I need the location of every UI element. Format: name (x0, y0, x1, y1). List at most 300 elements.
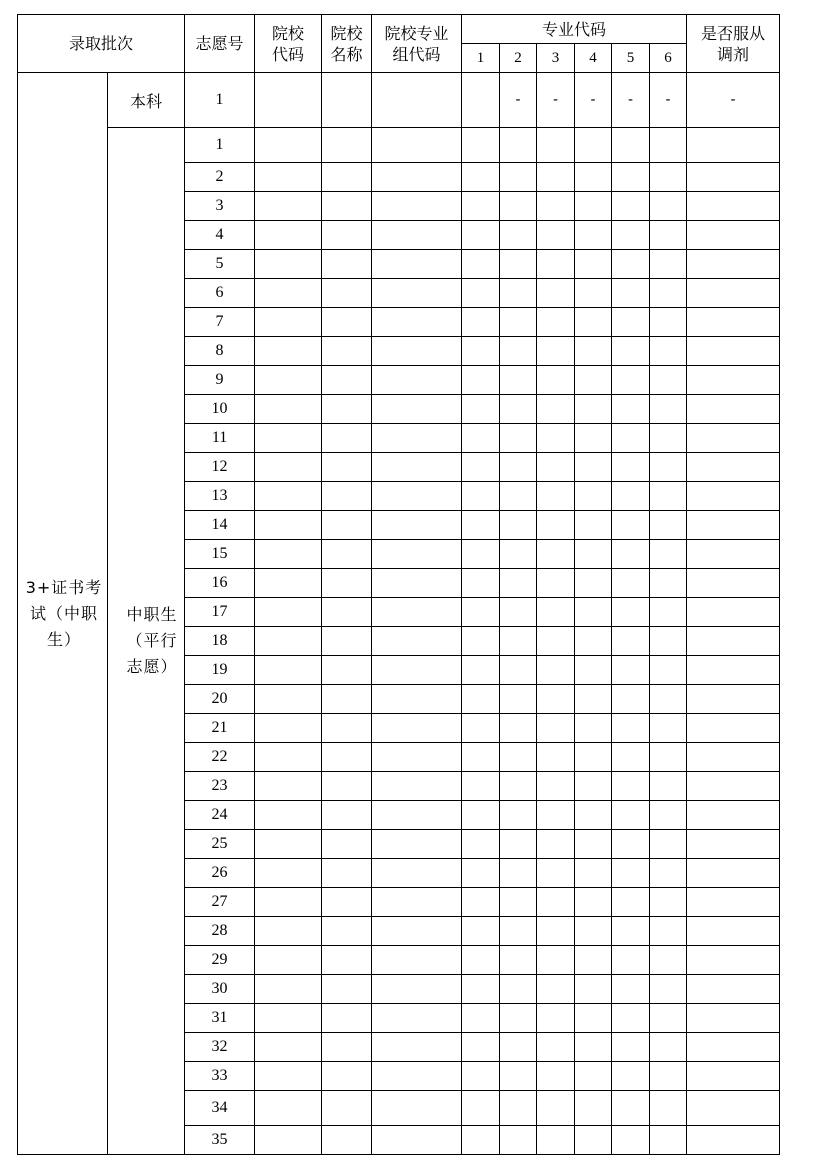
vocational-major-4-cell[interactable] (575, 279, 612, 308)
vocational-adjust-cell[interactable] (687, 743, 780, 772)
vocational-major-4-cell[interactable] (575, 424, 612, 453)
vocational-major-3-cell[interactable] (537, 424, 575, 453)
vocational-major-5-cell[interactable] (612, 192, 650, 221)
vocational-major-3-cell[interactable] (537, 1062, 575, 1091)
vocational-major-6-cell[interactable] (650, 656, 687, 685)
vocational-major-6-cell[interactable] (650, 801, 687, 830)
vocational-school-code-cell[interactable] (255, 714, 322, 743)
vocational-major-5-cell[interactable] (612, 772, 650, 801)
vocational-adjust-cell[interactable] (687, 221, 780, 250)
vocational-school-name-cell[interactable] (322, 888, 372, 917)
vocational-adjust-cell[interactable] (687, 395, 780, 424)
vocational-adjust-cell[interactable] (687, 1126, 780, 1155)
vocational-major-1-cell[interactable] (462, 482, 500, 511)
vocational-major-6-cell[interactable] (650, 1062, 687, 1091)
vocational-major-1-cell[interactable] (462, 888, 500, 917)
vocational-adjust-cell[interactable] (687, 598, 780, 627)
vocational-group-code-cell[interactable] (372, 279, 462, 308)
vocational-major-2-cell[interactable] (500, 569, 537, 598)
vocational-school-name-cell[interactable] (322, 163, 372, 192)
vocational-group-code-cell[interactable] (372, 714, 462, 743)
vocational-school-code-cell[interactable] (255, 888, 322, 917)
vocational-school-name-cell[interactable] (322, 1004, 372, 1033)
vocational-school-code-cell[interactable] (255, 598, 322, 627)
undergrad-group-code-cell[interactable] (372, 73, 462, 128)
vocational-group-code-cell[interactable] (372, 569, 462, 598)
vocational-adjust-cell[interactable] (687, 1033, 780, 1062)
vocational-major-6-cell[interactable] (650, 192, 687, 221)
vocational-group-code-cell[interactable] (372, 250, 462, 279)
vocational-school-code-cell[interactable] (255, 975, 322, 1004)
vocational-major-6-cell[interactable] (650, 453, 687, 482)
vocational-major-3-cell[interactable] (537, 337, 575, 366)
vocational-school-code-cell[interactable] (255, 279, 322, 308)
vocational-school-name-cell[interactable] (322, 308, 372, 337)
vocational-major-1-cell[interactable] (462, 598, 500, 627)
vocational-major-1-cell[interactable] (462, 540, 500, 569)
vocational-major-6-cell[interactable] (650, 128, 687, 163)
vocational-group-code-cell[interactable] (372, 685, 462, 714)
vocational-major-3-cell[interactable] (537, 1004, 575, 1033)
vocational-major-1-cell[interactable] (462, 830, 500, 859)
vocational-major-5-cell[interactable] (612, 1033, 650, 1062)
vocational-major-6-cell[interactable] (650, 337, 687, 366)
vocational-group-code-cell[interactable] (372, 163, 462, 192)
vocational-group-code-cell[interactable] (372, 917, 462, 946)
vocational-major-5-cell[interactable] (612, 743, 650, 772)
vocational-group-code-cell[interactable] (372, 337, 462, 366)
vocational-major-5-cell[interactable] (612, 1091, 650, 1126)
vocational-major-2-cell[interactable] (500, 337, 537, 366)
vocational-major-2-cell[interactable] (500, 1062, 537, 1091)
vocational-major-6-cell[interactable] (650, 221, 687, 250)
vocational-adjust-cell[interactable] (687, 1062, 780, 1091)
vocational-adjust-cell[interactable] (687, 511, 780, 540)
vocational-major-2-cell[interactable] (500, 250, 537, 279)
vocational-school-name-cell[interactable] (322, 685, 372, 714)
vocational-major-4-cell[interactable] (575, 801, 612, 830)
vocational-major-4-cell[interactable] (575, 250, 612, 279)
vocational-major-5-cell[interactable] (612, 801, 650, 830)
vocational-major-5-cell[interactable] (612, 975, 650, 1004)
vocational-major-6-cell[interactable] (650, 917, 687, 946)
vocational-school-code-cell[interactable] (255, 801, 322, 830)
vocational-major-1-cell[interactable] (462, 975, 500, 1004)
vocational-group-code-cell[interactable] (372, 1062, 462, 1091)
vocational-major-2-cell[interactable] (500, 656, 537, 685)
vocational-school-code-cell[interactable] (255, 482, 322, 511)
vocational-school-code-cell[interactable] (255, 366, 322, 395)
vocational-major-4-cell[interactable] (575, 453, 612, 482)
vocational-major-4-cell[interactable] (575, 685, 612, 714)
vocational-adjust-cell[interactable] (687, 946, 780, 975)
vocational-major-4-cell[interactable] (575, 627, 612, 656)
vocational-school-code-cell[interactable] (255, 1091, 322, 1126)
vocational-major-6-cell[interactable] (650, 859, 687, 888)
vocational-major-2-cell[interactable] (500, 1033, 537, 1062)
vocational-major-4-cell[interactable] (575, 308, 612, 337)
vocational-major-5-cell[interactable] (612, 830, 650, 859)
vocational-group-code-cell[interactable] (372, 128, 462, 163)
vocational-major-4-cell[interactable] (575, 714, 612, 743)
vocational-school-name-cell[interactable] (322, 128, 372, 163)
vocational-school-name-cell[interactable] (322, 192, 372, 221)
vocational-major-5-cell[interactable] (612, 1004, 650, 1033)
vocational-school-code-cell[interactable] (255, 337, 322, 366)
vocational-adjust-cell[interactable] (687, 192, 780, 221)
vocational-group-code-cell[interactable] (372, 540, 462, 569)
vocational-major-6-cell[interactable] (650, 743, 687, 772)
vocational-adjust-cell[interactable] (687, 424, 780, 453)
vocational-major-5-cell[interactable] (612, 424, 650, 453)
vocational-major-3-cell[interactable] (537, 1033, 575, 1062)
vocational-major-2-cell[interactable] (500, 424, 537, 453)
vocational-major-4-cell[interactable] (575, 656, 612, 685)
vocational-adjust-cell[interactable] (687, 917, 780, 946)
vocational-major-4-cell[interactable] (575, 221, 612, 250)
vocational-major-5-cell[interactable] (612, 250, 650, 279)
vocational-adjust-cell[interactable] (687, 482, 780, 511)
vocational-major-5-cell[interactable] (612, 685, 650, 714)
vocational-major-1-cell[interactable] (462, 743, 500, 772)
vocational-school-code-cell[interactable] (255, 221, 322, 250)
vocational-major-4-cell[interactable] (575, 163, 612, 192)
vocational-major-3-cell[interactable] (537, 453, 575, 482)
vocational-major-1-cell[interactable] (462, 279, 500, 308)
vocational-group-code-cell[interactable] (372, 801, 462, 830)
vocational-school-name-cell[interactable] (322, 598, 372, 627)
vocational-school-code-cell[interactable] (255, 250, 322, 279)
vocational-major-5-cell[interactable] (612, 453, 650, 482)
vocational-school-name-cell[interactable] (322, 482, 372, 511)
vocational-adjust-cell[interactable] (687, 453, 780, 482)
vocational-major-6-cell[interactable] (650, 1004, 687, 1033)
vocational-major-5-cell[interactable] (612, 163, 650, 192)
vocational-group-code-cell[interactable] (372, 888, 462, 917)
vocational-group-code-cell[interactable] (372, 1004, 462, 1033)
vocational-school-name-cell[interactable] (322, 424, 372, 453)
vocational-school-name-cell[interactable] (322, 221, 372, 250)
vocational-major-1-cell[interactable] (462, 946, 500, 975)
vocational-major-2-cell[interactable] (500, 128, 537, 163)
vocational-group-code-cell[interactable] (372, 482, 462, 511)
vocational-school-name-cell[interactable] (322, 569, 372, 598)
vocational-school-name-cell[interactable] (322, 801, 372, 830)
vocational-school-name-cell[interactable] (322, 279, 372, 308)
vocational-major-1-cell[interactable] (462, 221, 500, 250)
vocational-major-4-cell[interactable] (575, 598, 612, 627)
vocational-major-2-cell[interactable] (500, 482, 537, 511)
vocational-adjust-cell[interactable] (687, 569, 780, 598)
vocational-major-2-cell[interactable] (500, 772, 537, 801)
vocational-school-code-cell[interactable] (255, 946, 322, 975)
vocational-group-code-cell[interactable] (372, 859, 462, 888)
vocational-adjust-cell[interactable] (687, 656, 780, 685)
vocational-major-5-cell[interactable] (612, 128, 650, 163)
vocational-school-name-cell[interactable] (322, 366, 372, 395)
vocational-major-2-cell[interactable] (500, 163, 537, 192)
vocational-major-3-cell[interactable] (537, 656, 575, 685)
vocational-major-3-cell[interactable] (537, 743, 575, 772)
vocational-major-2-cell[interactable] (500, 743, 537, 772)
vocational-major-6-cell[interactable] (650, 772, 687, 801)
vocational-school-name-cell[interactable] (322, 1091, 372, 1126)
vocational-major-5-cell[interactable] (612, 714, 650, 743)
vocational-major-6-cell[interactable] (650, 279, 687, 308)
vocational-school-name-cell[interactable] (322, 917, 372, 946)
vocational-major-2-cell[interactable] (500, 946, 537, 975)
vocational-major-6-cell[interactable] (650, 424, 687, 453)
vocational-major-2-cell[interactable] (500, 627, 537, 656)
vocational-major-1-cell[interactable] (462, 308, 500, 337)
vocational-major-2-cell[interactable] (500, 395, 537, 424)
vocational-school-name-cell[interactable] (322, 772, 372, 801)
vocational-major-3-cell[interactable] (537, 685, 575, 714)
vocational-group-code-cell[interactable] (372, 598, 462, 627)
vocational-major-3-cell[interactable] (537, 163, 575, 192)
vocational-major-5-cell[interactable] (612, 946, 650, 975)
vocational-major-6-cell[interactable] (650, 888, 687, 917)
vocational-group-code-cell[interactable] (372, 1126, 462, 1155)
vocational-school-code-cell[interactable] (255, 424, 322, 453)
vocational-major-1-cell[interactable] (462, 685, 500, 714)
vocational-major-4-cell[interactable] (575, 859, 612, 888)
vocational-major-2-cell[interactable] (500, 975, 537, 1004)
vocational-major-6-cell[interactable] (650, 540, 687, 569)
vocational-school-name-cell[interactable] (322, 337, 372, 366)
vocational-major-5-cell[interactable] (612, 540, 650, 569)
vocational-school-code-cell[interactable] (255, 1033, 322, 1062)
vocational-major-5-cell[interactable] (612, 569, 650, 598)
vocational-major-1-cell[interactable] (462, 163, 500, 192)
vocational-major-6-cell[interactable] (650, 395, 687, 424)
vocational-group-code-cell[interactable] (372, 424, 462, 453)
vocational-major-4-cell[interactable] (575, 975, 612, 1004)
vocational-major-6-cell[interactable] (650, 685, 687, 714)
vocational-adjust-cell[interactable] (687, 128, 780, 163)
vocational-major-4-cell[interactable] (575, 540, 612, 569)
vocational-school-name-cell[interactable] (322, 1126, 372, 1155)
vocational-major-4-cell[interactable] (575, 511, 612, 540)
vocational-group-code-cell[interactable] (372, 395, 462, 424)
vocational-major-3-cell[interactable] (537, 830, 575, 859)
vocational-major-4-cell[interactable] (575, 1126, 612, 1155)
vocational-major-4-cell[interactable] (575, 1091, 612, 1126)
vocational-adjust-cell[interactable] (687, 975, 780, 1004)
vocational-major-2-cell[interactable] (500, 830, 537, 859)
vocational-major-3-cell[interactable] (537, 946, 575, 975)
vocational-major-3-cell[interactable] (537, 250, 575, 279)
vocational-major-6-cell[interactable] (650, 482, 687, 511)
vocational-major-1-cell[interactable] (462, 1004, 500, 1033)
vocational-major-1-cell[interactable] (462, 1062, 500, 1091)
vocational-group-code-cell[interactable] (372, 830, 462, 859)
vocational-major-1-cell[interactable] (462, 917, 500, 946)
vocational-major-6-cell[interactable] (650, 569, 687, 598)
vocational-adjust-cell[interactable] (687, 1004, 780, 1033)
vocational-school-name-cell[interactable] (322, 859, 372, 888)
vocational-major-4-cell[interactable] (575, 337, 612, 366)
vocational-major-3-cell[interactable] (537, 1091, 575, 1126)
vocational-major-3-cell[interactable] (537, 627, 575, 656)
vocational-major-2-cell[interactable] (500, 540, 537, 569)
vocational-group-code-cell[interactable] (372, 221, 462, 250)
vocational-major-1-cell[interactable] (462, 366, 500, 395)
vocational-major-3-cell[interactable] (537, 540, 575, 569)
vocational-major-5-cell[interactable] (612, 279, 650, 308)
vocational-major-4-cell[interactable] (575, 128, 612, 163)
vocational-school-code-cell[interactable] (255, 830, 322, 859)
vocational-major-5-cell[interactable] (612, 511, 650, 540)
vocational-school-code-cell[interactable] (255, 192, 322, 221)
vocational-major-5-cell[interactable] (612, 917, 650, 946)
vocational-major-4-cell[interactable] (575, 366, 612, 395)
vocational-major-4-cell[interactable] (575, 1033, 612, 1062)
vocational-major-2-cell[interactable] (500, 221, 537, 250)
vocational-school-code-cell[interactable] (255, 917, 322, 946)
vocational-school-code-cell[interactable] (255, 685, 322, 714)
vocational-major-5-cell[interactable] (612, 1062, 650, 1091)
vocational-group-code-cell[interactable] (372, 743, 462, 772)
vocational-major-2-cell[interactable] (500, 1004, 537, 1033)
vocational-major-3-cell[interactable] (537, 1126, 575, 1155)
vocational-major-5-cell[interactable] (612, 656, 650, 685)
vocational-group-code-cell[interactable] (372, 1091, 462, 1126)
vocational-major-2-cell[interactable] (500, 453, 537, 482)
vocational-adjust-cell[interactable] (687, 830, 780, 859)
vocational-major-3-cell[interactable] (537, 917, 575, 946)
vocational-major-2-cell[interactable] (500, 279, 537, 308)
vocational-major-4-cell[interactable] (575, 743, 612, 772)
vocational-major-3-cell[interactable] (537, 888, 575, 917)
vocational-major-2-cell[interactable] (500, 917, 537, 946)
vocational-major-6-cell[interactable] (650, 1033, 687, 1062)
vocational-major-1-cell[interactable] (462, 337, 500, 366)
vocational-major-2-cell[interactable] (500, 888, 537, 917)
vocational-major-1-cell[interactable] (462, 656, 500, 685)
vocational-major-3-cell[interactable] (537, 192, 575, 221)
vocational-adjust-cell[interactable] (687, 714, 780, 743)
vocational-adjust-cell[interactable] (687, 250, 780, 279)
vocational-group-code-cell[interactable] (372, 366, 462, 395)
vocational-major-4-cell[interactable] (575, 830, 612, 859)
vocational-major-4-cell[interactable] (575, 569, 612, 598)
vocational-major-3-cell[interactable] (537, 482, 575, 511)
vocational-major-1-cell[interactable] (462, 627, 500, 656)
vocational-school-name-cell[interactable] (322, 511, 372, 540)
vocational-school-name-cell[interactable] (322, 453, 372, 482)
vocational-major-2-cell[interactable] (500, 714, 537, 743)
vocational-school-code-cell[interactable] (255, 743, 322, 772)
vocational-major-5-cell[interactable] (612, 308, 650, 337)
vocational-major-6-cell[interactable] (650, 598, 687, 627)
vocational-major-5-cell[interactable] (612, 221, 650, 250)
vocational-major-4-cell[interactable] (575, 395, 612, 424)
vocational-major-4-cell[interactable] (575, 482, 612, 511)
vocational-major-1-cell[interactable] (462, 395, 500, 424)
vocational-major-3-cell[interactable] (537, 279, 575, 308)
vocational-adjust-cell[interactable] (687, 1091, 780, 1126)
vocational-adjust-cell[interactable] (687, 366, 780, 395)
vocational-major-1-cell[interactable] (462, 511, 500, 540)
vocational-major-4-cell[interactable] (575, 1004, 612, 1033)
vocational-major-1-cell[interactable] (462, 859, 500, 888)
vocational-group-code-cell[interactable] (372, 192, 462, 221)
vocational-school-code-cell[interactable] (255, 772, 322, 801)
vocational-school-name-cell[interactable] (322, 627, 372, 656)
vocational-group-code-cell[interactable] (372, 1033, 462, 1062)
vocational-school-code-cell[interactable] (255, 627, 322, 656)
vocational-major-5-cell[interactable] (612, 366, 650, 395)
vocational-major-4-cell[interactable] (575, 946, 612, 975)
vocational-major-3-cell[interactable] (537, 859, 575, 888)
vocational-major-2-cell[interactable] (500, 685, 537, 714)
vocational-major-4-cell[interactable] (575, 1062, 612, 1091)
vocational-school-code-cell[interactable] (255, 1126, 322, 1155)
vocational-major-2-cell[interactable] (500, 801, 537, 830)
vocational-group-code-cell[interactable] (372, 772, 462, 801)
vocational-major-1-cell[interactable] (462, 772, 500, 801)
vocational-major-1-cell[interactable] (462, 801, 500, 830)
vocational-major-6-cell[interactable] (650, 163, 687, 192)
vocational-major-3-cell[interactable] (537, 366, 575, 395)
vocational-school-code-cell[interactable] (255, 859, 322, 888)
vocational-major-3-cell[interactable] (537, 801, 575, 830)
vocational-major-1-cell[interactable] (462, 192, 500, 221)
undergrad-school-code-cell[interactable] (255, 73, 322, 128)
vocational-major-1-cell[interactable] (462, 714, 500, 743)
vocational-major-1-cell[interactable] (462, 1126, 500, 1155)
vocational-school-name-cell[interactable] (322, 540, 372, 569)
vocational-school-code-cell[interactable] (255, 128, 322, 163)
vocational-major-3-cell[interactable] (537, 569, 575, 598)
vocational-major-6-cell[interactable] (650, 946, 687, 975)
vocational-major-5-cell[interactable] (612, 337, 650, 366)
vocational-school-code-cell[interactable] (255, 1004, 322, 1033)
vocational-group-code-cell[interactable] (372, 656, 462, 685)
vocational-major-2-cell[interactable] (500, 511, 537, 540)
vocational-school-code-cell[interactable] (255, 163, 322, 192)
vocational-major-3-cell[interactable] (537, 308, 575, 337)
vocational-school-name-cell[interactable] (322, 1033, 372, 1062)
vocational-adjust-cell[interactable] (687, 540, 780, 569)
vocational-major-4-cell[interactable] (575, 917, 612, 946)
vocational-major-3-cell[interactable] (537, 772, 575, 801)
vocational-major-4-cell[interactable] (575, 772, 612, 801)
vocational-adjust-cell[interactable] (687, 859, 780, 888)
vocational-adjust-cell[interactable] (687, 337, 780, 366)
vocational-major-2-cell[interactable] (500, 859, 537, 888)
vocational-major-3-cell[interactable] (537, 714, 575, 743)
vocational-school-code-cell[interactable] (255, 540, 322, 569)
vocational-major-5-cell[interactable] (612, 482, 650, 511)
vocational-school-name-cell[interactable] (322, 975, 372, 1004)
vocational-adjust-cell[interactable] (687, 308, 780, 337)
vocational-school-name-cell[interactable] (322, 830, 372, 859)
vocational-major-1-cell[interactable] (462, 569, 500, 598)
vocational-school-code-cell[interactable] (255, 511, 322, 540)
vocational-major-6-cell[interactable] (650, 1126, 687, 1155)
vocational-adjust-cell[interactable] (687, 685, 780, 714)
vocational-school-name-cell[interactable] (322, 395, 372, 424)
undergrad-school-name-cell[interactable] (322, 73, 372, 128)
vocational-major-6-cell[interactable] (650, 366, 687, 395)
vocational-school-code-cell[interactable] (255, 308, 322, 337)
vocational-major-4-cell[interactable] (575, 888, 612, 917)
vocational-major-3-cell[interactable] (537, 511, 575, 540)
vocational-major-3-cell[interactable] (537, 221, 575, 250)
vocational-major-2-cell[interactable] (500, 366, 537, 395)
